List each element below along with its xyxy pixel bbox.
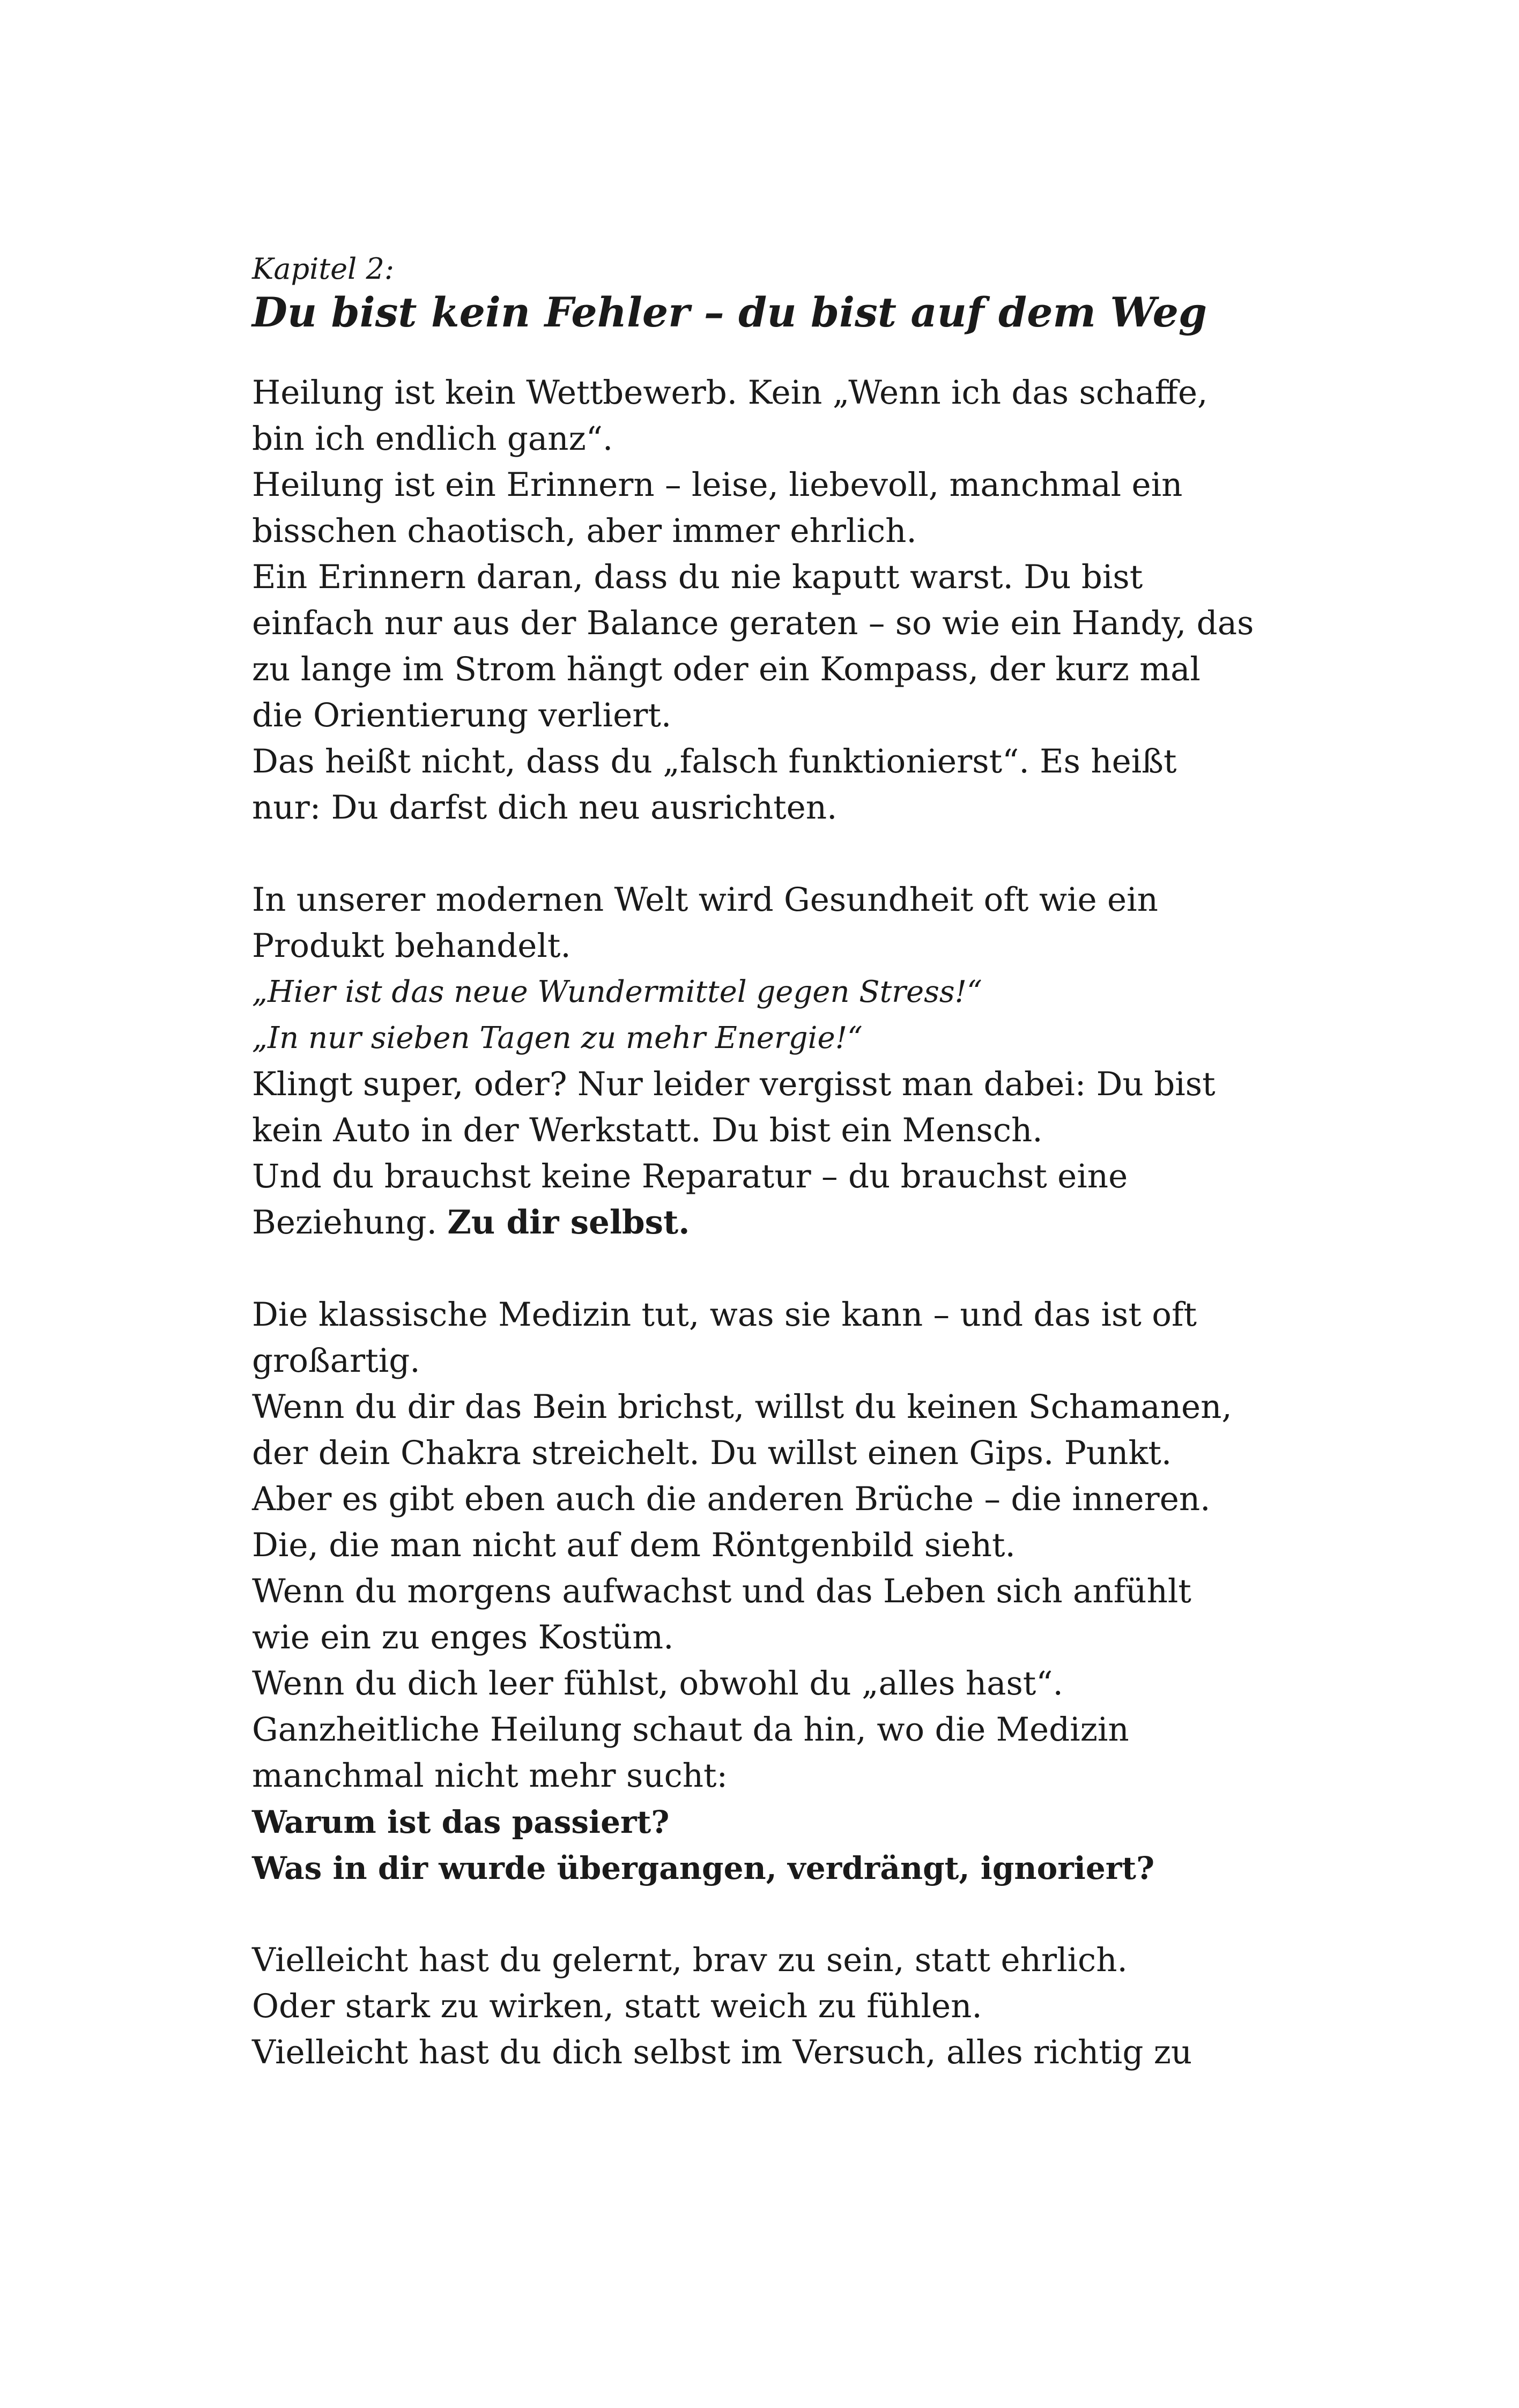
chapter-label: Kapitel 2: (252, 252, 395, 286)
emphasis-line: Warum ist das passiert? (252, 1803, 670, 1840)
text-line: Produkt behandelt. (252, 926, 571, 965)
text-line: manchmal nicht mehr sucht: (252, 1756, 728, 1795)
text-line: Heilung ist ein Erinnern – leise, liebevoll, manchmal ein (252, 465, 1183, 504)
text-line: Wenn du dich leer fühlst, obwohl du „alles hast“. (252, 1664, 1063, 1703)
text-line: Das heißt nicht, dass du „falsch funktionierst“. Es heißt (252, 742, 1177, 781)
text-line: Wenn du morgens aufwachst und das Leben sich anfühlt (252, 1572, 1191, 1610)
emphasis-line: Was in dir wurde übergangen, verdrängt, ignoriert? (252, 1849, 1155, 1886)
text-line: Und du brauchst keine Reparatur – du brauchst eine (252, 1157, 1128, 1195)
quote-line: „Hier ist das neue Wundermittel gegen Stress!“ (252, 974, 982, 1009)
text-line (252, 1200, 1303, 1246)
paragraph-1 (252, 370, 1303, 831)
text-line: nur: Du darfst dich neu ausrichten. (252, 788, 838, 827)
text-line: Aber es gibt eben auch die anderen Brüche – die inneren. (252, 1480, 1211, 1518)
text-line: bin ich endlich ganz“. (252, 419, 613, 458)
chapter-title: Du bist kein Fehler – du bist auf dem Weg (252, 288, 1207, 336)
text-line: Vielleicht hast du dich selbst im Versuch, alles richtig zu (252, 2033, 1192, 2071)
text-line: kein Auto in der Werkstatt. Du bist ein Mensch. (252, 1111, 1043, 1149)
text-line: Vielleicht hast du gelernt, brav zu sein, statt ehrlich. (252, 1941, 1128, 1979)
text-line: zu lange im Strom hängt oder ein Kompass, der kurz mal (252, 650, 1201, 688)
page-content (252, 252, 1303, 2122)
paragraph-3 (252, 1292, 1303, 1891)
text-fragment: Beziehung. (252, 1203, 437, 1242)
text-line: Klingt super, oder? Nur leider vergisst man dabei: Du bist (252, 1065, 1216, 1103)
text-line: bisschen chaotisch, aber immer ehrlich. (252, 511, 917, 550)
text-line: wie ein zu enges Kostüm. (252, 1618, 674, 1656)
emphasis-text: Zu dir selbst. (447, 1203, 690, 1242)
text-line: Oder stark zu wirken, statt weich zu fühlen. (252, 1987, 982, 2025)
paragraph-4 (252, 1937, 1303, 2076)
text-line: Die klassische Medizin tut, was sie kann – und das ist oft (252, 1295, 1197, 1334)
text-line: In unserer modernen Welt wird Gesundheit oft wie ein (252, 880, 1158, 919)
text-line: einfach nur aus der Balance geraten – so wie ein Handy, das (252, 604, 1254, 642)
text-line: der dein Chakra streichelt. Du willst einen Gips. Punkt. (252, 1433, 1172, 1472)
quote-line: „In nur sieben Tagen zu mehr Energie!“ (252, 1020, 863, 1056)
text-line: Wenn du dir das Bein brichst, willst du keinen Schamanen, (252, 1387, 1232, 1426)
text-line: großartig. (252, 1341, 420, 1380)
text-line: die Orientierung verliert. (252, 696, 672, 734)
text-line: Die, die man nicht auf dem Röntgenbild sieht. (252, 1526, 1016, 1564)
text-line: Ein Erinnern daran, dass du nie kaputt warst. Du bist (252, 558, 1143, 596)
paragraph-2 (252, 877, 1303, 1246)
text-line: Ganzheitliche Heilung schaut da hin, wo die Medizin (252, 1710, 1129, 1749)
text-line: Heilung ist kein Wettbewerb. Kein „Wenn ich das schaffe, (252, 373, 1208, 412)
